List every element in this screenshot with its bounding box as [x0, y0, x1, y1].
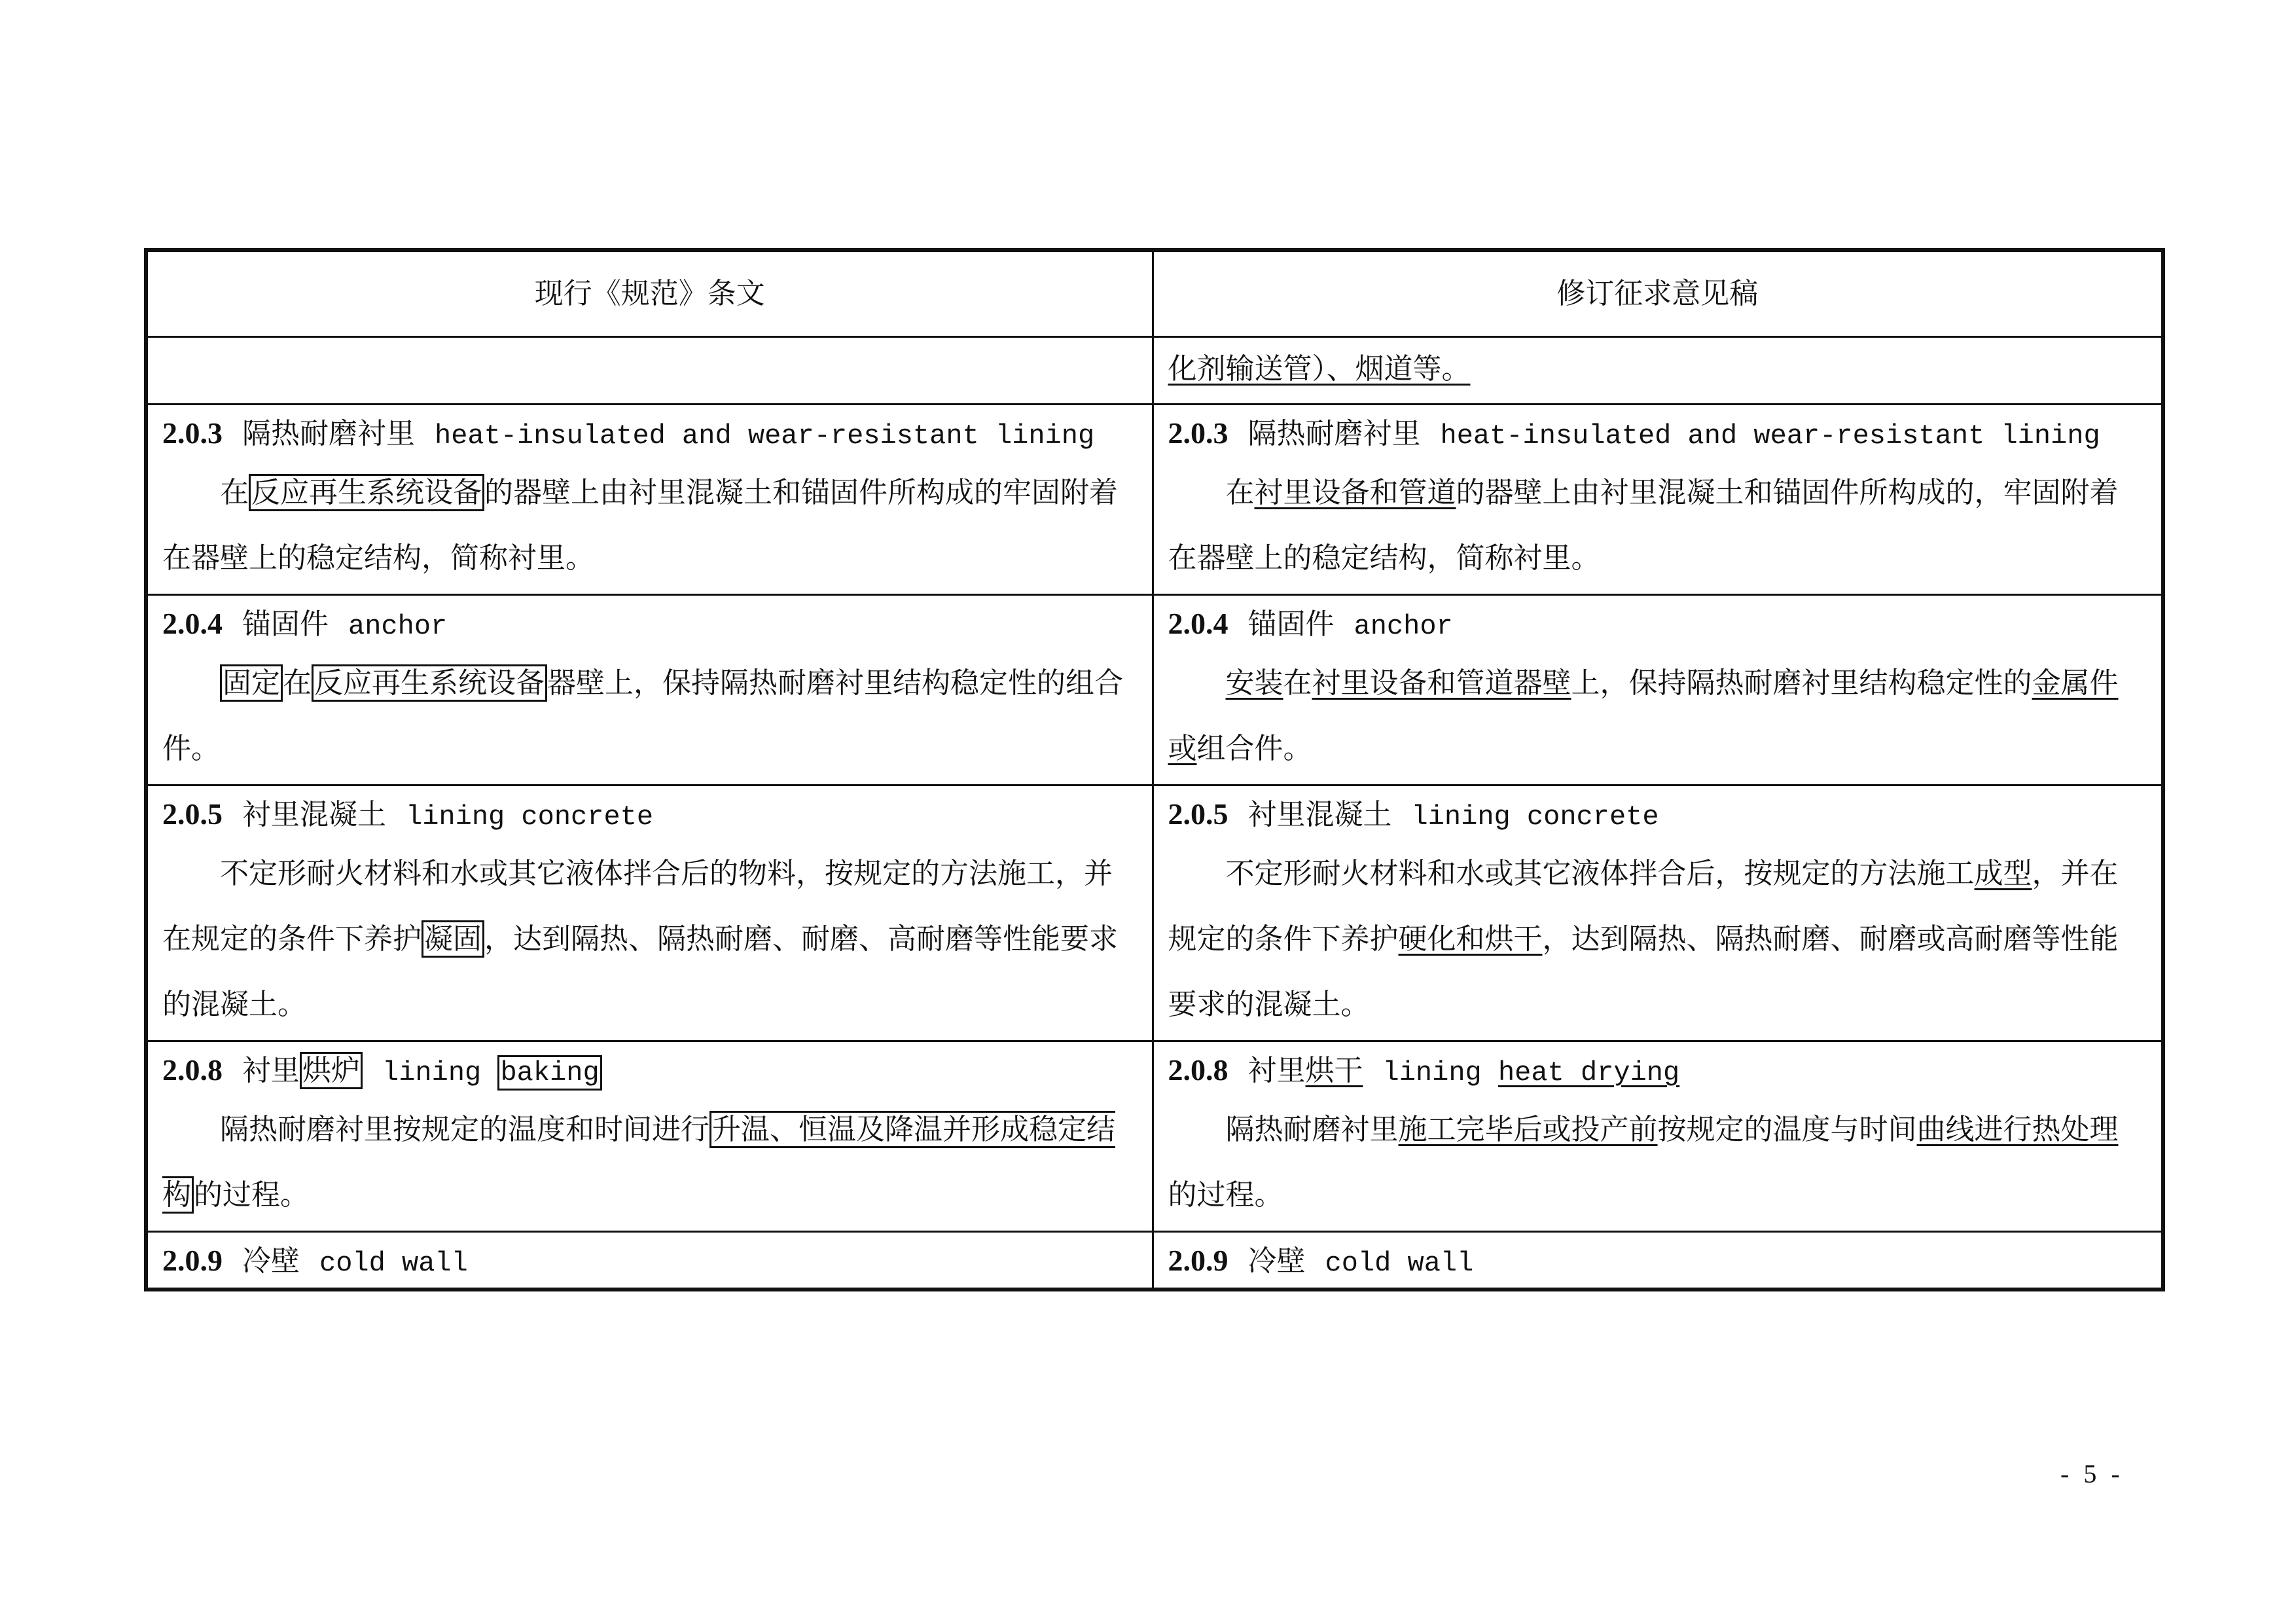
clause-row: [146, 1232, 2163, 1290]
clause-heading: [162, 786, 1138, 841]
clause-cell-revised: [1153, 785, 2163, 1041]
underlined-revised-text: 衬里设备和管道器壁: [1312, 666, 1571, 700]
clause-definition: [162, 1097, 1138, 1231]
boxed-deleted-text: 反应再生系统设备: [312, 664, 547, 702]
underlined-revised-text: 硬化和烘干: [1398, 922, 1543, 956]
clause-number: 2.0.5: [162, 797, 223, 831]
clause-heading: [162, 405, 1138, 460]
body-text: 衬里: [242, 1054, 300, 1087]
term-zh: 衬里混凝土: [242, 798, 386, 831]
body-text: 隔热耐磨衬里: [1225, 1113, 1399, 1146]
clause-definition: [1168, 460, 2147, 594]
term-zh: [1248, 1054, 1363, 1087]
clause-definition: [1168, 651, 2147, 784]
clause-heading: [162, 1042, 1138, 1097]
page-number: - 5 -: [2060, 1459, 2124, 1489]
term-zh: [242, 1052, 363, 1089]
term-en: heat-insulated and wear-resistant lining: [435, 420, 1095, 452]
clause-number: 2.0.3: [1168, 416, 1229, 450]
body-text: 的器壁上由衬里混凝土和锚固件所构成的牢固附着在器壁上的稳定结构，简称衬里。: [162, 476, 1118, 575]
term-en: [1383, 1057, 1680, 1089]
clause-cell-current: [146, 1232, 1153, 1290]
body-text: 组合件。: [1196, 732, 1312, 765]
term-zh: 锚固件: [242, 607, 329, 641]
clause-definition: [162, 651, 1138, 784]
body-text: ，达到隔热、隔热耐磨、耐磨或高耐磨等性能要求的混凝土。: [1168, 922, 2119, 1021]
term-zh: 锚固件: [1247, 607, 1335, 641]
body-text: 不定形耐火材料和水或其它液体拌合后，按规定的方法施工: [1225, 857, 1975, 890]
term-zh: 隔热耐磨衬里: [1247, 417, 1421, 450]
clause-number: 2.0.4: [162, 607, 223, 640]
body-text: lining: [1382, 1057, 1498, 1089]
clause-cell-revised: [1153, 595, 2163, 785]
clause-definition: [1168, 1097, 2147, 1231]
body-text: ，达到隔热、隔热耐磨、耐磨、高耐磨等性能要求的混凝土。: [162, 922, 1118, 1021]
underlined-revised-text: 施工完毕后或投产前: [1398, 1113, 1658, 1146]
clause-number: 2.0.5: [1168, 797, 1229, 831]
clause-definition: [162, 841, 1138, 1040]
term-zh: 冷壁: [1247, 1244, 1306, 1278]
underlined-revised-text: heat drying: [1498, 1057, 1680, 1089]
boxed-deleted-text: 烘炉: [300, 1052, 363, 1089]
underlined-revised-text: 成型: [1974, 857, 2032, 890]
underlined-revised-text: 曲线进行热处理: [1916, 1113, 2119, 1146]
term-en: [382, 1057, 602, 1089]
clause-number: 2.0.9: [1168, 1244, 1229, 1277]
header-current-clauses: 现行《规范》条文: [146, 250, 1153, 337]
body-text: 衬里: [1247, 1054, 1306, 1087]
body-text: ，并在规定的条件下养护: [1168, 857, 2119, 956]
clause-number: 2.0.4: [1168, 607, 1229, 640]
body-text: 上，保持隔热耐磨衬里结构稳定性的: [1571, 666, 2032, 700]
clause-number: 2.0.8: [162, 1053, 223, 1087]
body-text: 隔热耐磨衬里按规定的温度和时间进行: [220, 1113, 709, 1146]
body-text: 在: [283, 666, 312, 700]
clause-heading: [1168, 1042, 2147, 1097]
clause-definition: [1168, 841, 2147, 1040]
term-en: lining concrete: [406, 801, 654, 833]
clause-cell-current: [146, 1041, 1153, 1232]
underlined-revised-text: 安装: [1225, 666, 1283, 700]
body-text: 按规定的温度与时间: [1657, 1113, 1917, 1146]
clause-cell-revised: [1153, 405, 2163, 595]
clause-heading: [1168, 596, 2147, 651]
body-text: 不定形耐火材料和水或其它液体拌合后的物料，按规定的方法施工，并在规定的条件下养护: [162, 857, 1113, 956]
boxed-deleted-text: 反应再生系统设备: [249, 474, 484, 511]
header-row: [146, 250, 2163, 337]
clause-heading: [162, 596, 1138, 651]
underlined-revised-text: 金属件或: [1168, 666, 2119, 765]
clause-number: 2.0.8: [1168, 1053, 1229, 1087]
continuation-revised-text: 化剂输送管）、烟道等。: [1168, 352, 1471, 386]
clause-number: 2.0.9: [162, 1244, 223, 1277]
body-text: 在: [1225, 476, 1255, 509]
clause-cell-revised: [1153, 1232, 2163, 1290]
term-en: cold wall: [319, 1248, 468, 1279]
comparison-table: [144, 248, 2165, 1291]
term-en: anchor: [1354, 611, 1453, 642]
term-en: anchor: [348, 611, 448, 642]
boxed-deleted-text: 固定: [220, 664, 283, 702]
header-revised-draft: 修订征求意见稿: [1153, 250, 2163, 337]
boxed-deleted-text: baking: [497, 1055, 601, 1091]
term-zh: 冷壁: [242, 1244, 300, 1278]
clause-number: 2.0.3: [162, 416, 223, 450]
body-text: 的过程。: [1168, 1178, 1283, 1212]
continuation-row: [146, 337, 2163, 405]
underlined-revised-text: 烘干: [1305, 1054, 1363, 1087]
clause-row: [146, 405, 2163, 595]
clause-cell-current: [146, 595, 1153, 785]
body-text: 在: [220, 476, 249, 509]
clause-definition: [162, 460, 1138, 594]
clause-cell-current: [146, 785, 1153, 1041]
clause-cell-revised: [1153, 1041, 2163, 1232]
clause-heading: [1168, 1233, 2147, 1288]
term-en: lining concrete: [1411, 801, 1659, 833]
term-zh: 隔热耐磨衬里: [242, 417, 415, 450]
continuation-current: [146, 337, 1153, 405]
body-text: 器壁上，保持隔热耐磨衬里结构稳定性的组合件。: [162, 666, 1123, 765]
term-en: heat-insulated and wear-resistant lining: [1440, 420, 2100, 452]
clause-heading: [162, 1233, 1138, 1288]
body-text: 的器壁上由衬里混凝土和锚固件所构成的，牢固附着在器壁上的稳定结构，简称衬里。: [1168, 476, 2119, 575]
boxed-deleted-text: 凝固: [422, 920, 484, 958]
term-zh: 衬里混凝土: [1247, 798, 1392, 831]
clause-row: [146, 785, 2163, 1041]
clause-row: [146, 1041, 2163, 1232]
continuation-revised: [1153, 337, 2163, 405]
body-text: 的过程。: [194, 1178, 309, 1212]
clause-heading: [1168, 405, 2147, 460]
underlined-revised-text: 衬里设备和管道: [1254, 476, 1456, 509]
clause-heading: [1168, 786, 2147, 841]
body-text: 在: [1283, 666, 1312, 700]
body-text: lining: [382, 1057, 498, 1089]
boxed-deleted-text: 升温、恒温及降温并形成稳定结构: [162, 1111, 1115, 1214]
term-en: cold wall: [1325, 1248, 1474, 1279]
clause-row: [146, 595, 2163, 785]
clause-cell-current: [146, 405, 1153, 595]
